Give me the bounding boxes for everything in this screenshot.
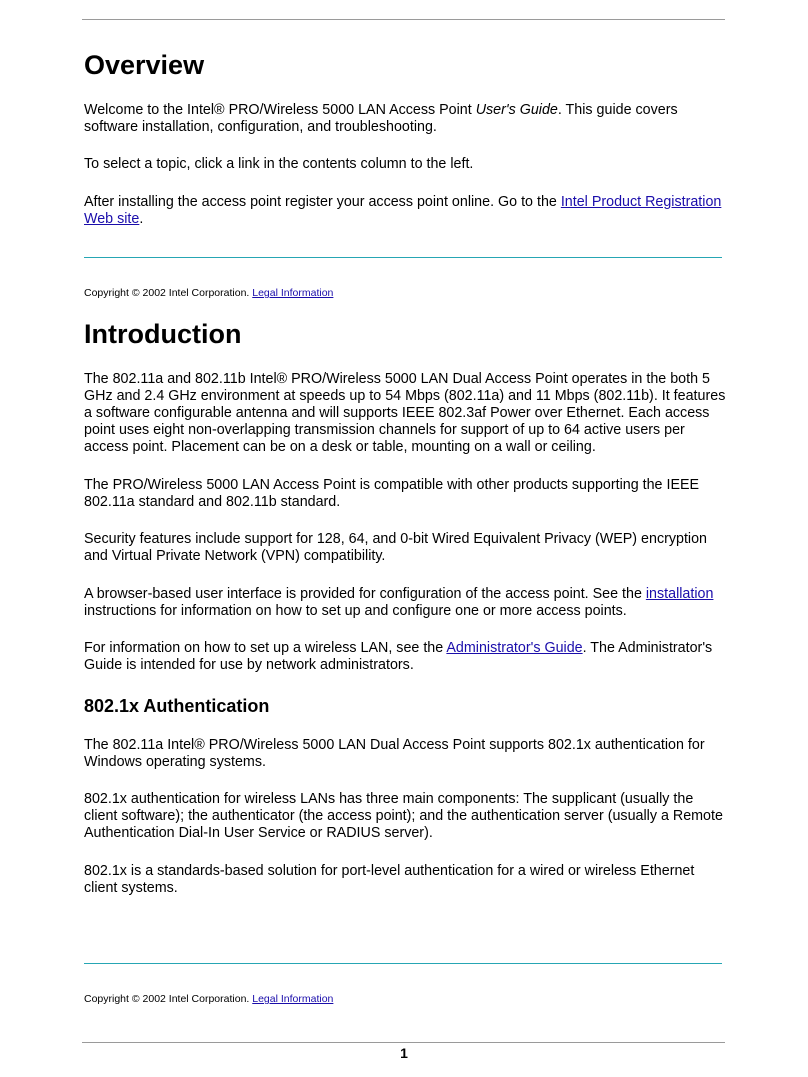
overview-heading: Overview bbox=[84, 50, 205, 80]
administrators-guide-link[interactable]: Administrator's Guide bbox=[446, 640, 583, 656]
installation-link[interactable]: installation bbox=[645, 586, 714, 602]
copyright-footer-1: Copyright © 2002 Intel Corporation. Legal Information bbox=[84, 287, 334, 299]
auth-paragraph-1: The 802.11a Intel® PRO/Wireless 5000 LAN Dual Access Point supports 802.1x authentication for Windows operating systems. bbox=[84, 737, 705, 770]
intel-registration-link[interactable]: Intel Product Registration Web site bbox=[84, 194, 722, 227]
auth-paragraph-2: 802.1x authentication for wireless LANs has three main components: The supplicant (usually the client software); the authenticator (the access point); and the authentication server (usually a Remote Authentication Dial-In User Service or RADIUS server). bbox=[84, 791, 723, 841]
auth-title bbox=[84, 695, 726, 717]
section-divider-2 bbox=[84, 963, 722, 964]
overview-paragraph-2: To select a topic, click a link in the contents column to the left. bbox=[84, 156, 474, 172]
overview-paragraph-1: Welcome to the Intel® PRO/Wireless 5000 LAN Access Point User's Guide. This guide covers software installation, configuration, and troubleshooting. bbox=[84, 102, 678, 135]
introduction-paragraph-4: A browser-based user interface is provided for configuration of the access point. See the installation instructions for information on how to set up and configure one or more access points. bbox=[84, 586, 714, 619]
copyright-footer-2: Copyright © 2002 Intel Corporation. Legal Information bbox=[84, 993, 334, 1005]
auth-heading: 802.1x Authentication bbox=[84, 696, 270, 716]
section-divider-1 bbox=[84, 257, 722, 258]
overview-title bbox=[84, 50, 726, 80]
legal-information-link[interactable]: Legal Information bbox=[252, 287, 334, 299]
auth-paragraph-3: 802.1x is a standards-based solution for port-level authentication for a wired or wireless Ethernet client systems. bbox=[84, 863, 695, 896]
introduction-paragraph-3: Security features include support for 128, 64, and 0-bit Wired Equivalent Privacy (WEP) encryption and Virtual Private Network (VPN) compatibility. bbox=[84, 531, 708, 564]
top-rule bbox=[82, 19, 725, 20]
introduction-paragraph-2: The PRO/Wireless 5000 LAN Access Point is compatible with other products supporting the IEEE 802.11a standard and 802.11b standard. bbox=[84, 477, 700, 510]
introduction-paragraph-5: For information on how to set up a wireless LAN, see the Administrator's Guide. The Administrator's Guide is intended for use by network administrators. bbox=[84, 640, 713, 673]
introduction-heading: Introduction bbox=[84, 319, 242, 349]
introduction-title bbox=[84, 319, 726, 349]
overview-paragraph-3: After installing the access point register your access point online. Go to the Intel Product Registration Web site. bbox=[84, 194, 722, 227]
page-number: 1 bbox=[400, 1045, 408, 1061]
legal-information-link-2[interactable]: Legal Information bbox=[252, 993, 334, 1005]
introduction-paragraph-1: The 802.11a and 802.11b Intel® PRO/Wireless 5000 LAN Dual Access Point operates in the both 5 GHz and 2.4 GHz environment at speeds up to 54 Mbps (802.11a) and 11 Mbps (802.11b). It features a software configurable antenna and will supports IEEE 802.3af Power over Ethernet. Each access point uses eight non-overlapping transmission channels for support of up to 64 active users per access point. Placement can be on a desk or table, mounting on a wall or ceiling. bbox=[84, 371, 726, 455]
bottom-rule bbox=[82, 1042, 725, 1043]
